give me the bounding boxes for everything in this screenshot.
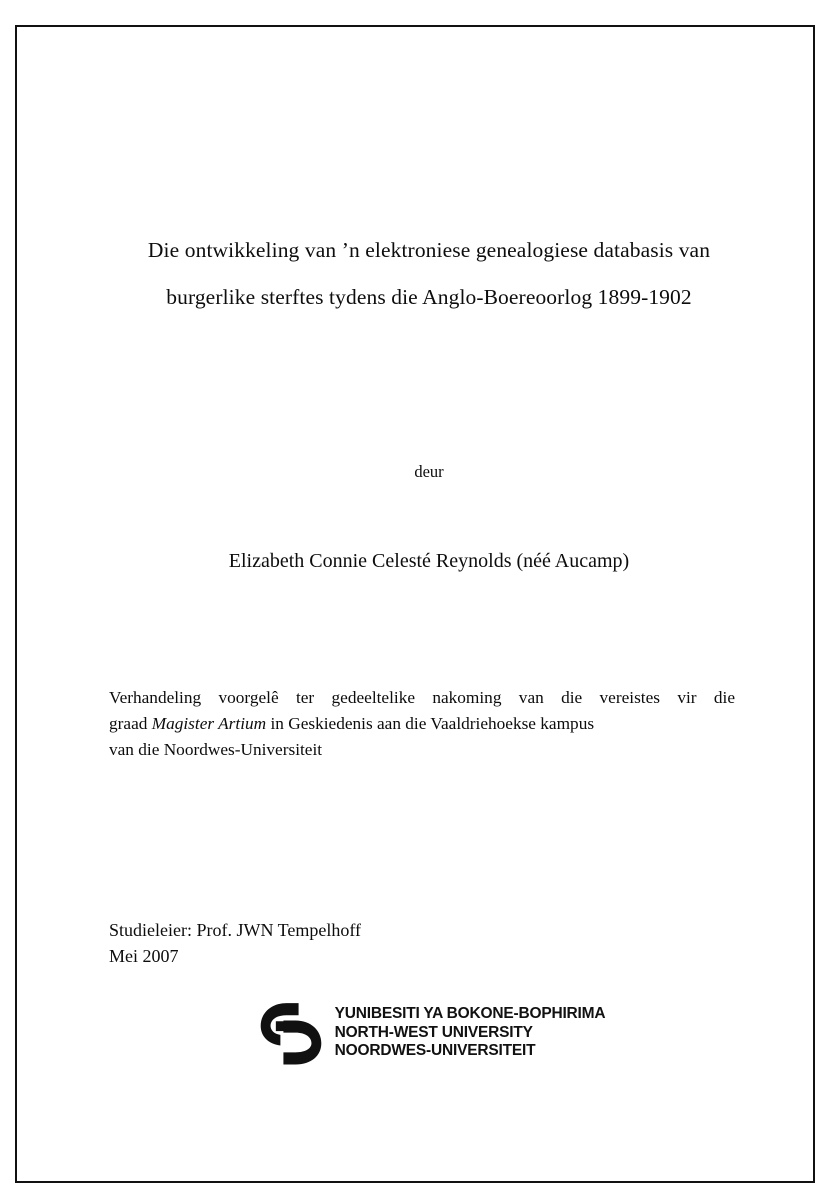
title-line-2: burgerlike sterftes tydens die Anglo-Boereoorlog 1899-1902	[166, 285, 692, 309]
north-west-university-logo-icon	[253, 997, 329, 1069]
logo-text-line-3: NOORDWES-UNIVERSITEIT	[334, 1042, 536, 1059]
statement-line-3: van die Noordwes-Universiteit	[109, 740, 323, 759]
statement-line-2-suffix: in Geskiedenis aan die Vaaldriehoekse kampus	[266, 714, 595, 733]
page-border	[15, 25, 815, 1183]
title-page-content	[105, 167, 753, 1067]
page-title	[105, 227, 753, 321]
university-logo	[105, 997, 753, 1069]
by-label: deur	[414, 462, 444, 481]
degree-statement	[109, 685, 735, 763]
submission-date: Mei 2007	[109, 946, 179, 966]
degree-name: Magister Artium	[151, 714, 267, 733]
statement-line-1: Verhandeling voorgelê ter gedeeltelike nakoming van die vereistes vir die	[109, 688, 735, 707]
statement-line-2	[109, 711, 735, 737]
logo-text-line-2: NORTH-WEST UNIVERSITY	[334, 1023, 533, 1041]
author-name: Elizabeth Connie Celesté Reynolds (néé Aucamp)	[228, 550, 630, 572]
supervisor-block	[109, 917, 609, 969]
supervisor-name: Studieleier: Prof. JWN Tempelhoff	[109, 920, 362, 940]
title-line-1: Die ontwikkeling van ’n elektroniese genealogiese databasis van	[147, 238, 711, 262]
logo-text-line-1: YUNIBESITI YA BOKONE-BOPHIRIMA	[334, 1005, 606, 1022]
statement-line-2-prefix: graad	[109, 714, 152, 733]
university-logo-text	[335, 997, 606, 1061]
